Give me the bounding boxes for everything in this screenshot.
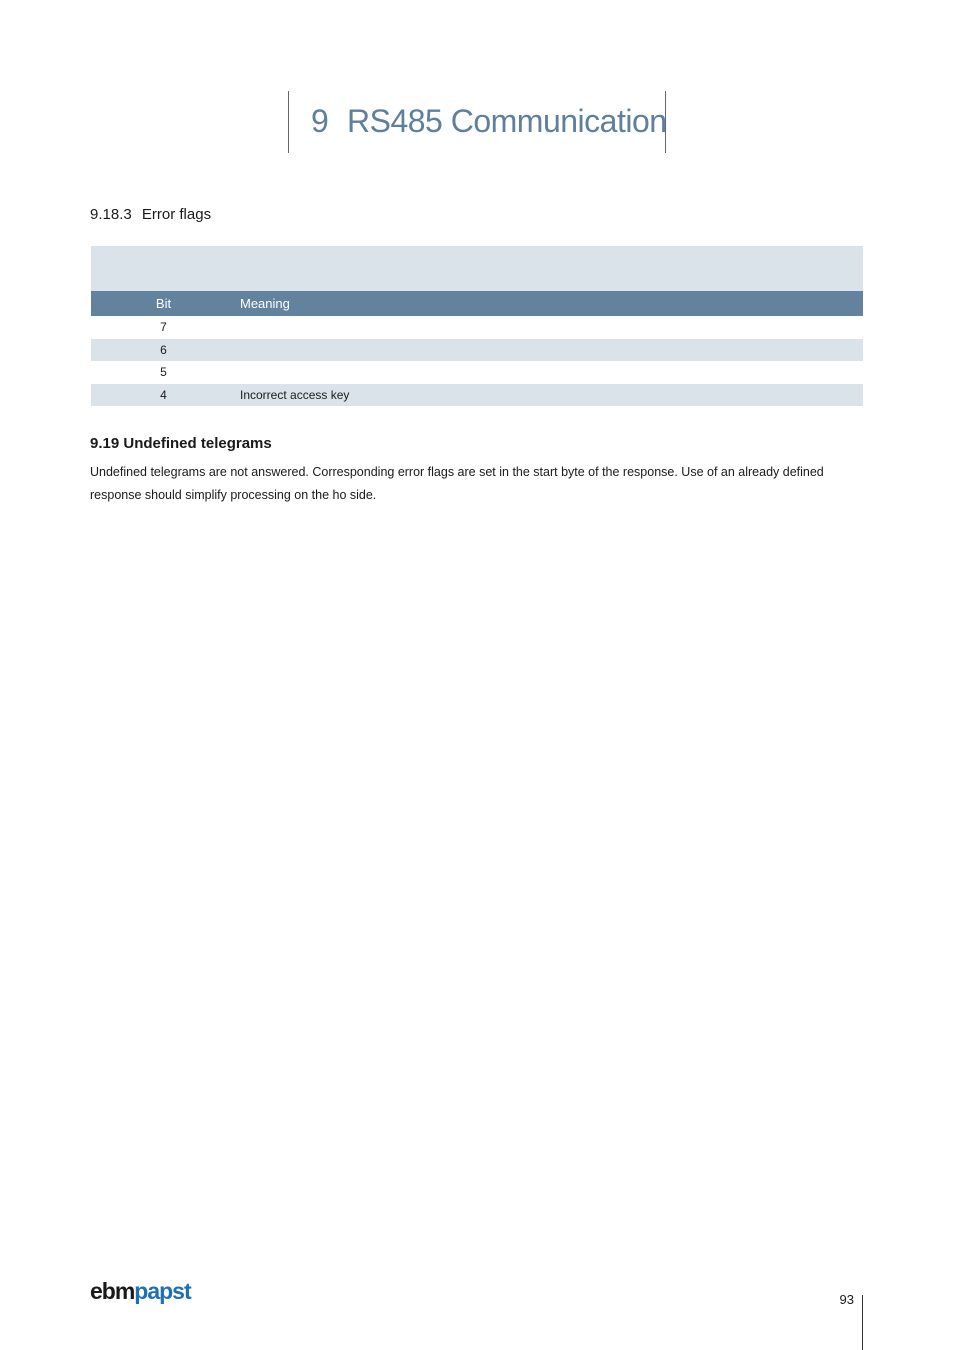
table-row xyxy=(91,361,863,384)
cell-meaning: Incorrect access key xyxy=(240,387,350,402)
section-body-line: response should simplify processing on the ho side. xyxy=(90,487,377,502)
table-row xyxy=(91,339,863,362)
table-header xyxy=(91,291,863,316)
header-meaning: Meaning xyxy=(240,296,290,311)
chapter-number: 9 xyxy=(311,103,329,139)
ebmpapst-logo xyxy=(90,1278,191,1305)
chapter-header xyxy=(288,91,666,153)
section-body-line: Undefined telegrams are not answered. Corresponding error flags are set in the start byte of the response. Use of an already defined xyxy=(90,465,824,479)
page-number: 93 xyxy=(839,1292,854,1307)
cell-bit: 5 xyxy=(160,365,167,379)
error-flags-table xyxy=(91,246,863,406)
cell-bit: 6 xyxy=(160,342,167,357)
table-row xyxy=(91,316,863,339)
section-body xyxy=(90,461,850,506)
table-caption-band xyxy=(91,246,863,291)
subsection-heading xyxy=(90,206,211,223)
subsection-title: Error flags xyxy=(141,206,212,223)
header-bit: Bit xyxy=(155,296,172,311)
chapter-title: RS485 Communication xyxy=(347,103,667,139)
page-rule xyxy=(862,1295,863,1350)
logo-papst: papst xyxy=(134,1278,191,1304)
section-heading: 9.19 Undefined telegrams xyxy=(90,435,272,452)
cell-bit: 7 xyxy=(160,320,167,334)
table-row xyxy=(91,384,863,407)
cell-bit: 4 xyxy=(160,387,167,402)
subsection-number: 9.18.3 xyxy=(90,206,132,223)
logo-ebm: ebm xyxy=(90,1278,135,1304)
